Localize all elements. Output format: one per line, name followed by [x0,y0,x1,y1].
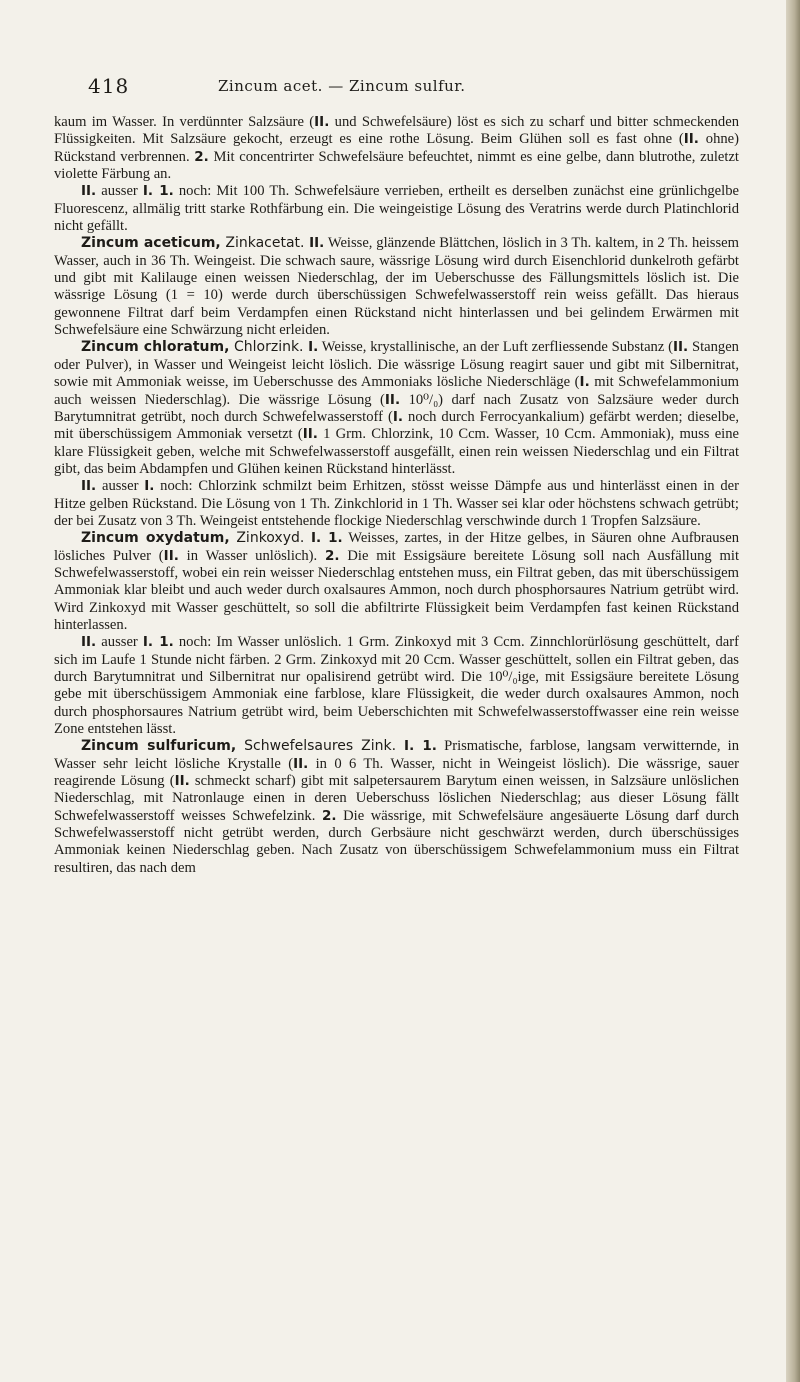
pharmacopoeia-marker: II. [174,773,190,790]
paragraph [54,478,739,530]
pharmacopoeia-marker: I. [308,339,319,356]
pharmacopoeia-marker: II. [81,478,97,495]
pharmacopoeia-marker: 2. [321,807,337,824]
text-run: Weisses, zartes, in der Hitze gelbes, in Säuren ohne Aufbrausen lösliches Pulver ( [54,530,739,564]
text-run: ausser [96,634,143,651]
text-run: in 0 6 Th. Wasser, nicht in Weingeist löslich). Die wässrige, sauer reagirende Lösung ( [54,755,739,790]
page-edge [786,0,800,1382]
running-head: Zincum acet. — Zincum sulfur. [218,77,466,95]
text-run: ausser [96,183,143,200]
text-run: ohne) Rückstand verbrennen. [54,131,739,165]
pharmacopoeia-marker: II. [314,114,330,130]
pharmacopoeia-marker: II. [163,547,179,564]
pharmacopoeia-marker: II. [293,755,309,772]
entry-headword: Zincum aceticum, [81,235,221,252]
paragraph [54,738,739,877]
text-run: noch: Chlorzink schmilzt beim Erhitzen, stösst weisse Dämpfe aus und hinterlässt einen in der Hitze gelben Rückstand. Die Lösung von 1 Th. Zinkchlorid in 1 Th. Wasser sei klar oder höchstens schwach getrübt; der bei Zusatz von 3 Th. Weingeist entstehende flockige Niederschlag verschwinde durch 1 Tropfen Salzsäure. [54,478,739,529]
text-run: ausser [96,478,145,495]
entry-german-name: Zinkacetat. [220,235,310,252]
paragraph [54,183,739,235]
pharmacopoeia-marker: I. 1. [404,738,437,755]
paragraph [54,530,739,634]
text-run: 1 Grm. Chlorzink, 10 Ccm. Wasser, 10 Ccm. Ammoniak), muss eine klare Flüssigkeit geben, welche mit Schwefelwasserstoff ausgefällt, einen rein weissen Niederschlag und ein Filtrat gibt, das beim Abdampfen und Glühen keinen Rückstand hinterlässt. [54,426,739,477]
page-header [88,74,728,100]
pharmacopoeia-marker: I. [392,408,404,425]
entry-german-name: Schwefelsaures Zink. [236,738,405,755]
body-text [54,114,739,877]
pharmacopoeia-marker: 2. [194,148,209,165]
entry-german-name: Zinkoxyd. [229,530,312,547]
text-run: Stangen oder Pulver), in Wasser und Weingeist leicht löslich. Die wässrige Lösung reagirt sauer und gibt mit Silbernitrat, sowie mit Ammoniak weisse, im Ueberschusse des Ammoniaks lösliche Niederschläge ( [54,339,739,391]
text-run: Die wässrige, mit Schwefelsäure angesäuerte Lösung darf durch Schwefelwasserstoff nicht getrübt werden, durch Gerbsäure nicht geschwärzt werden, durch überschüssiges Ammoniak keinen Niederschlag geben. Nach Zusatz von überschüssigem Schwefelammonium muss ein Filtrat resultiren, das nach dem [54,807,739,876]
entry-headword: Zincum sulfuricum, [81,738,237,755]
paragraph [54,634,739,738]
text-run: noch: Mit 100 Th. Schwefelsäure verrieben, ertheilt es derselben zunächst eine grünlichgelbe Fluorescenz, allmälig tritt starke Rothfärbung ein. Die weingeistige Lösung des Veratrins werde durch Platinchlorid nicht gefällt. [54,183,739,235]
pharmacopoeia-marker: II. [672,339,689,356]
text-run: Mit concentrirter Schwefelsäure befeuchtet, nimmt es eine gelbe, dann blutrothe, zuletzt violette Färbung an. [54,148,739,183]
pharmacopoeia-marker: II. [384,391,401,408]
paragraph [54,339,739,478]
entry-headword: Zincum chloratum, [81,339,230,356]
pharmacopoeia-marker: I. 1. [311,530,343,547]
text-run: Weisse, krystallinische, an der Luft zerfliessende Substanz ( [318,339,673,356]
page-number: 418 [88,74,130,98]
pharmacopoeia-marker: I. [579,374,590,391]
paragraph [54,114,739,183]
text-run: schmeckt scharf) gibt mit salpetersaurem Barytum einen weissen, in Salzsäure unlöslichen Niederschlag, mit Natronlauge einen in deren Ueberschuss löslichen Niederschlag; aus dieser Lösung fällt Schwefelwasserstoff weisses Schwefelzink. [54,773,740,824]
paragraph [54,235,739,339]
text-run: mit Schwefelammonium auch weissen Niederschlag). Die wässrige Lösung ( [54,374,739,408]
pharmacopoeia-marker: II. [302,426,318,443]
text-run: und Schwefelsäure) löst es sich zu scharf und bitter schmeckenden Flüssigkeiten. Mit Salzsäure gekocht, erzeugt es eine rothe Lösung. Beim Glühen soll es fast ohne ( [54,114,739,148]
pharmacopoeia-marker: I. [144,478,155,495]
pharmacopoeia-marker: I. 1. [142,634,174,651]
text-run: noch: Im Wasser unlöslich. 1 Grm. Zinkoxyd mit 3 Ccm. Zinnchlorürlösung geschüttelt, darf sich im Laufe 1 Stunde nicht färben. 2 Grm. Zinkoxyd mit 20 Ccm. Wasser geschüttelt, sollen ein Filtrat geben, das durch Barytumnitrat und Silbernitrat nur opalisirend getrübt wird. Die 10⁰/₀ige, mit Essigsäure bereitete Lösung gebe mit überschüssigem Ammoniak eine farblose, klare Flüssigkeit, die weder durch oxalsaures Ammon, noch durch phosphorsaures Natrium getrübt wird, beim Ueberschichten mit Schwefelwasserstoffwasser eine rein weisse Zone entstehen lässt. [54,634,739,738]
pharmacopoeia-marker: II. [309,235,325,252]
pharmacopoeia-marker: I. 1. [142,183,174,200]
text-run: noch durch Ferrocyankalium) gefärbt werden; dieselbe, mit überschüssigem Ammoniak versetzt ( [54,408,739,443]
pharmacopoeia-marker: 2. [325,547,340,564]
pharmacopoeia-marker: II. [81,183,97,200]
pharmacopoeia-marker: II. [81,634,97,651]
text-run: Die mit Essigsäure bereitete Lösung soll nach Ausfällung mit Schwefelwasserstoff, wobei ein rein weisser Niederschlag entstehen muss, ein Filtrat geben, das mit überschüssigem Ammoniak klar bleibt und auch weder durch oxalsaures Ammon, noch durch phosphorsaures Natrium getrübt wird. Wird Zinkoxyd mit Wasser geschüttelt, so soll die abfiltrirte Flüssigkeit beim Verdampfen fast keinen Rückstand hinterlassen. [54,547,739,633]
entry-headword: Zincum oxydatum, [81,530,230,547]
pharmacopoeia-marker: II. [683,131,699,148]
text-run: Prismatische, farblose, langsam verwitternde, in Wasser sehr leicht lösliche Krystalle ( [54,738,739,772]
entry-german-name: Chlorzink. [229,339,309,356]
text-run: in Wasser unlöslich). [178,547,326,564]
text-run: Weisse, glänzende Blättchen, löslich in 3 Th. kaltem, in 2 Th. heissem Wasser, auch in 36 Th. Weingeist. Die schwach saure, wässrige Lösung wird durch Eisenchlorid dunkelroth gefärbt und gibt mit Kalilauge einen weissen Niederschlag, der im Ueberschusse des Fällungsmittels löslich ist. Die wässrige Lösung (1 = 10) werde durch überschüssigen Schwefelwasserstoff rein weiss gefällt. Das hieraus gewonnene Filtrat darf beim Verdampfen einen Rückstand nicht hinterlassen und bei gelindem Erwärmen mit Schwefelsäure eine Schwärzung nicht erleiden. [54,235,739,339]
text-run: kaum im Wasser. In verdünnter Salzsäure ( [54,114,315,130]
text-run: 10⁰/₀) darf nach Zusatz von Salzsäure weder durch Barytumnitrat getrübt, noch durch Schwefelwasserstoff ( [54,391,739,425]
